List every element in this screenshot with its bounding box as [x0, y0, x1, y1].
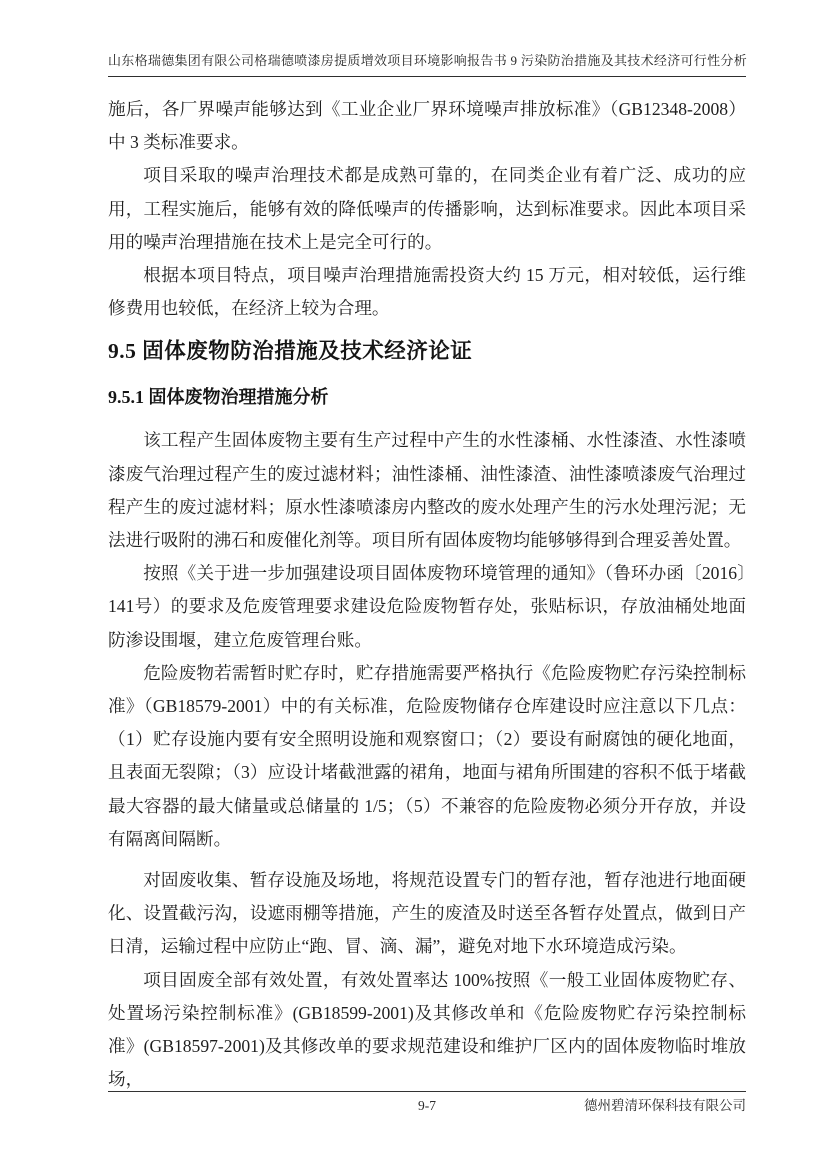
paragraph-temporary-storage: 对固废收集、暂存设施及场地，将规范设置专门的暂存池，暂存池进行地面硬化、设置截污沟，设遮雨棚等措施，产生的废渣及时送至各暂存处置点，做到日产日清，运输过程中应防止“跑、冒、滴、漏”，避免对地下水环境造成污染。 — [108, 870, 746, 957]
section-heading: 9.5 固体废物防治措施及技术经济论证 — [108, 339, 473, 364]
footer-company: 德州碧清环保科技有限公司 — [584, 1098, 746, 1113]
paragraph-hazardous-storage-standard: 危险废物若需暂时贮存时，贮存措施需要严格执行《危险废物贮存污染控制标准》（GB18579-2001）中的有关标准，危险废物储存仓库建设时应注意以下几点：（1）贮存设施内要有安全照明设施和观察窗口；（2）要设有耐腐蚀的硬化地面，且表面无裂隙；（3）应设计堵截泄露的裙角，地面与裙角所围建的容积不低于堵截最大容器的最大储量或总储量的 1/5；（5）不兼容的危险废物必须分开存放，并设有隔离间隔断。 — [108, 662, 746, 849]
page-footer — [108, 1091, 746, 1113]
paragraph-disposal-rate: 项目固废全部有效处置，有效处置率达 100%按照《一般工业固体废物贮存、处置场污染控制标准》(GB18599-2001)及其修改单和《危险废物贮存污染控制标准》(GB18597-2001)及其修改单的要求规范建设和维护厂区内的固体废物临时堆放场， — [108, 969, 746, 1090]
page-header: 山东格瑞德集团有限公司格瑞德喷漆房提质增效项目环境影响报告书 9 污染防治措施及其技术经济可行性分析 — [108, 52, 746, 77]
page-number: 9-7 — [418, 1098, 436, 1113]
paragraph-noise-continuation: 施后，各厂界噪声能够达到《工业企业厂界环境噪声排放标准》（GB12348-2008）中 3 类标准要求。 — [108, 99, 746, 153]
paragraph-noise-technology: 项目采取的噪声治理技术都是成熟可靠的，在同类企业有着广泛、成功的应用，工程实施后，能够有效的降低噪声的传播影响，达到标准要求。因此本项目采用的噪声治理措施在技术上是完全可行的。 — [108, 165, 746, 252]
subsection-heading: 9.5.1 固体废物治理措施分析 — [108, 387, 329, 408]
paragraph-hazardous-waste-notice: 按照《关于进一步加强建设项目固体废物环境管理的通知》（鲁环办函〔2016〕141号）的要求及危废管理要求建设危险废物暂存处，张贴标识，存放油桶处地面防渗设围堰，建立危废管理台账。 — [108, 563, 746, 650]
paragraph-solid-waste-sources: 该工程产生固体废物主要有生产过程中产生的水性漆桶、水性漆渣、水性漆喷漆废气治理过程产生的废过滤材料；油性漆桶、油性漆渣、油性漆喷漆废气治理过程产生的废过滤材料；原水性漆喷漆房内整改的废水处理产生的污水处理污泥；无法进行吸附的沸石和废催化剂等。项目所有固体废物均能够够得到合理妥善处置。 — [108, 430, 746, 551]
page-content — [108, 93, 746, 1096]
paragraph-noise-investment: 根据本项目特点，项目噪声治理措施需投资大约 15 万元，相对较低，运行维修费用也较低，在经济上较为合理。 — [108, 265, 746, 319]
